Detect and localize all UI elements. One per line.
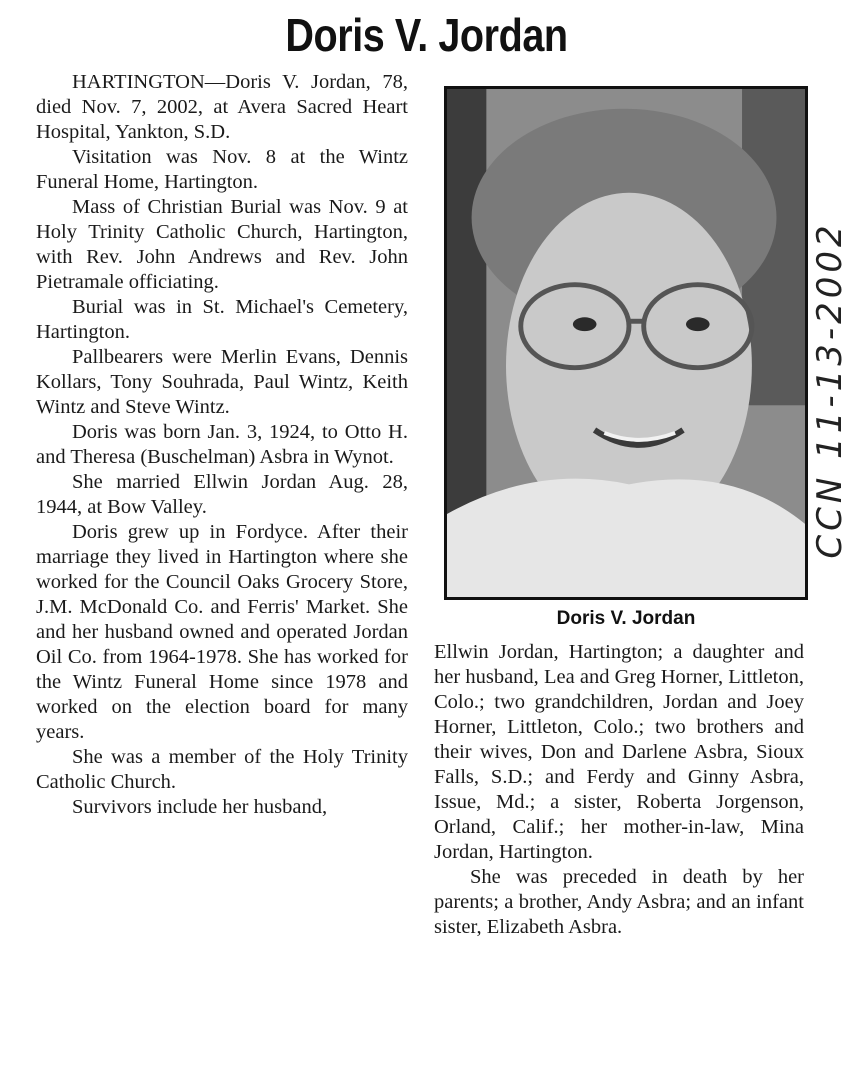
paragraph-life: Doris grew up in Fordyce. After their marriage they lived in Hartington where she worked for the Council Oaks Grocery Store, J.M. McDonald Co. and Ferris' Market. She and her husband owned and operated Jordan Oil Co. from 1964-1978. She has worked for the Wintz Funeral Home since 1978 and worked on the election board for many years.: [36, 521, 408, 743]
right-column: [434, 640, 804, 940]
paragraph-pallbearers: Pallbearers were Merlin Evans, Dennis Kollars, Tony Souhrada, Paul Wintz, Keith Wintz and Steve Wintz.: [36, 346, 408, 418]
paragraph-birth: Doris was born Jan. 3, 1924, to Otto H. and Theresa (Buschelman) Asbra in Wynot.: [36, 421, 408, 468]
portrait-photo: [444, 86, 808, 600]
paragraph-visitation: Visitation was Nov. 8 at the Wintz Funeral Home, Hartington.: [36, 146, 408, 193]
handwritten-date-note: [808, 200, 852, 580]
left-column: [36, 70, 408, 820]
paragraph-death-notice: HARTINGTON—Doris V. Jordan, 78, died Nov. 7, 2002, at Avera Sacred Heart Hospital, Yankton, S.D.: [36, 71, 408, 143]
portrait-illustration: [447, 89, 805, 597]
paragraph-preceded: She was preceded in death by her parents; a brother, Andy Asbra; and an infant sister, Elizabeth Asbra.: [434, 866, 804, 938]
paragraph-survivors-start: Survivors include her husband,: [72, 796, 328, 818]
photo-caption: Doris V. Jordan: [556, 608, 696, 629]
obituary-headline: Doris V. Jordan: [285, 9, 568, 61]
paragraph-membership: She was a member of the Holy Trinity Catholic Church.: [36, 746, 408, 793]
handwritten-date-text: CCN 11-13-2002: [810, 221, 850, 559]
paragraph-marriage: She married Ellwin Jordan Aug. 28, 1944, at Bow Valley.: [36, 471, 408, 518]
paragraph-mass: Mass of Christian Burial was Nov. 9 at Holy Trinity Catholic Church, Hartington, with Rev. John Andrews and Rev. John Pietramale officiating.: [36, 196, 408, 293]
paragraph-burial: Burial was in St. Michael's Cemetery, Hartington.: [36, 296, 408, 343]
paragraph-survivors: Ellwin Jordan, Hartington; a daughter and her husband, Lea and Greg Horner, Littleton, Colo.; two grandchildren, Jordan and Joey Horner, Littleton, Colo.; two brothers and their wives, Don and Darlene Asbra, Sioux Falls, S.D.; and Ferdy and Ginny Asbra, Issue, Md.; a sister, Roberta Jorgenson, Orland, Calif.; her mother-in-law, Mina Jordan, Hartington.: [434, 641, 804, 863]
